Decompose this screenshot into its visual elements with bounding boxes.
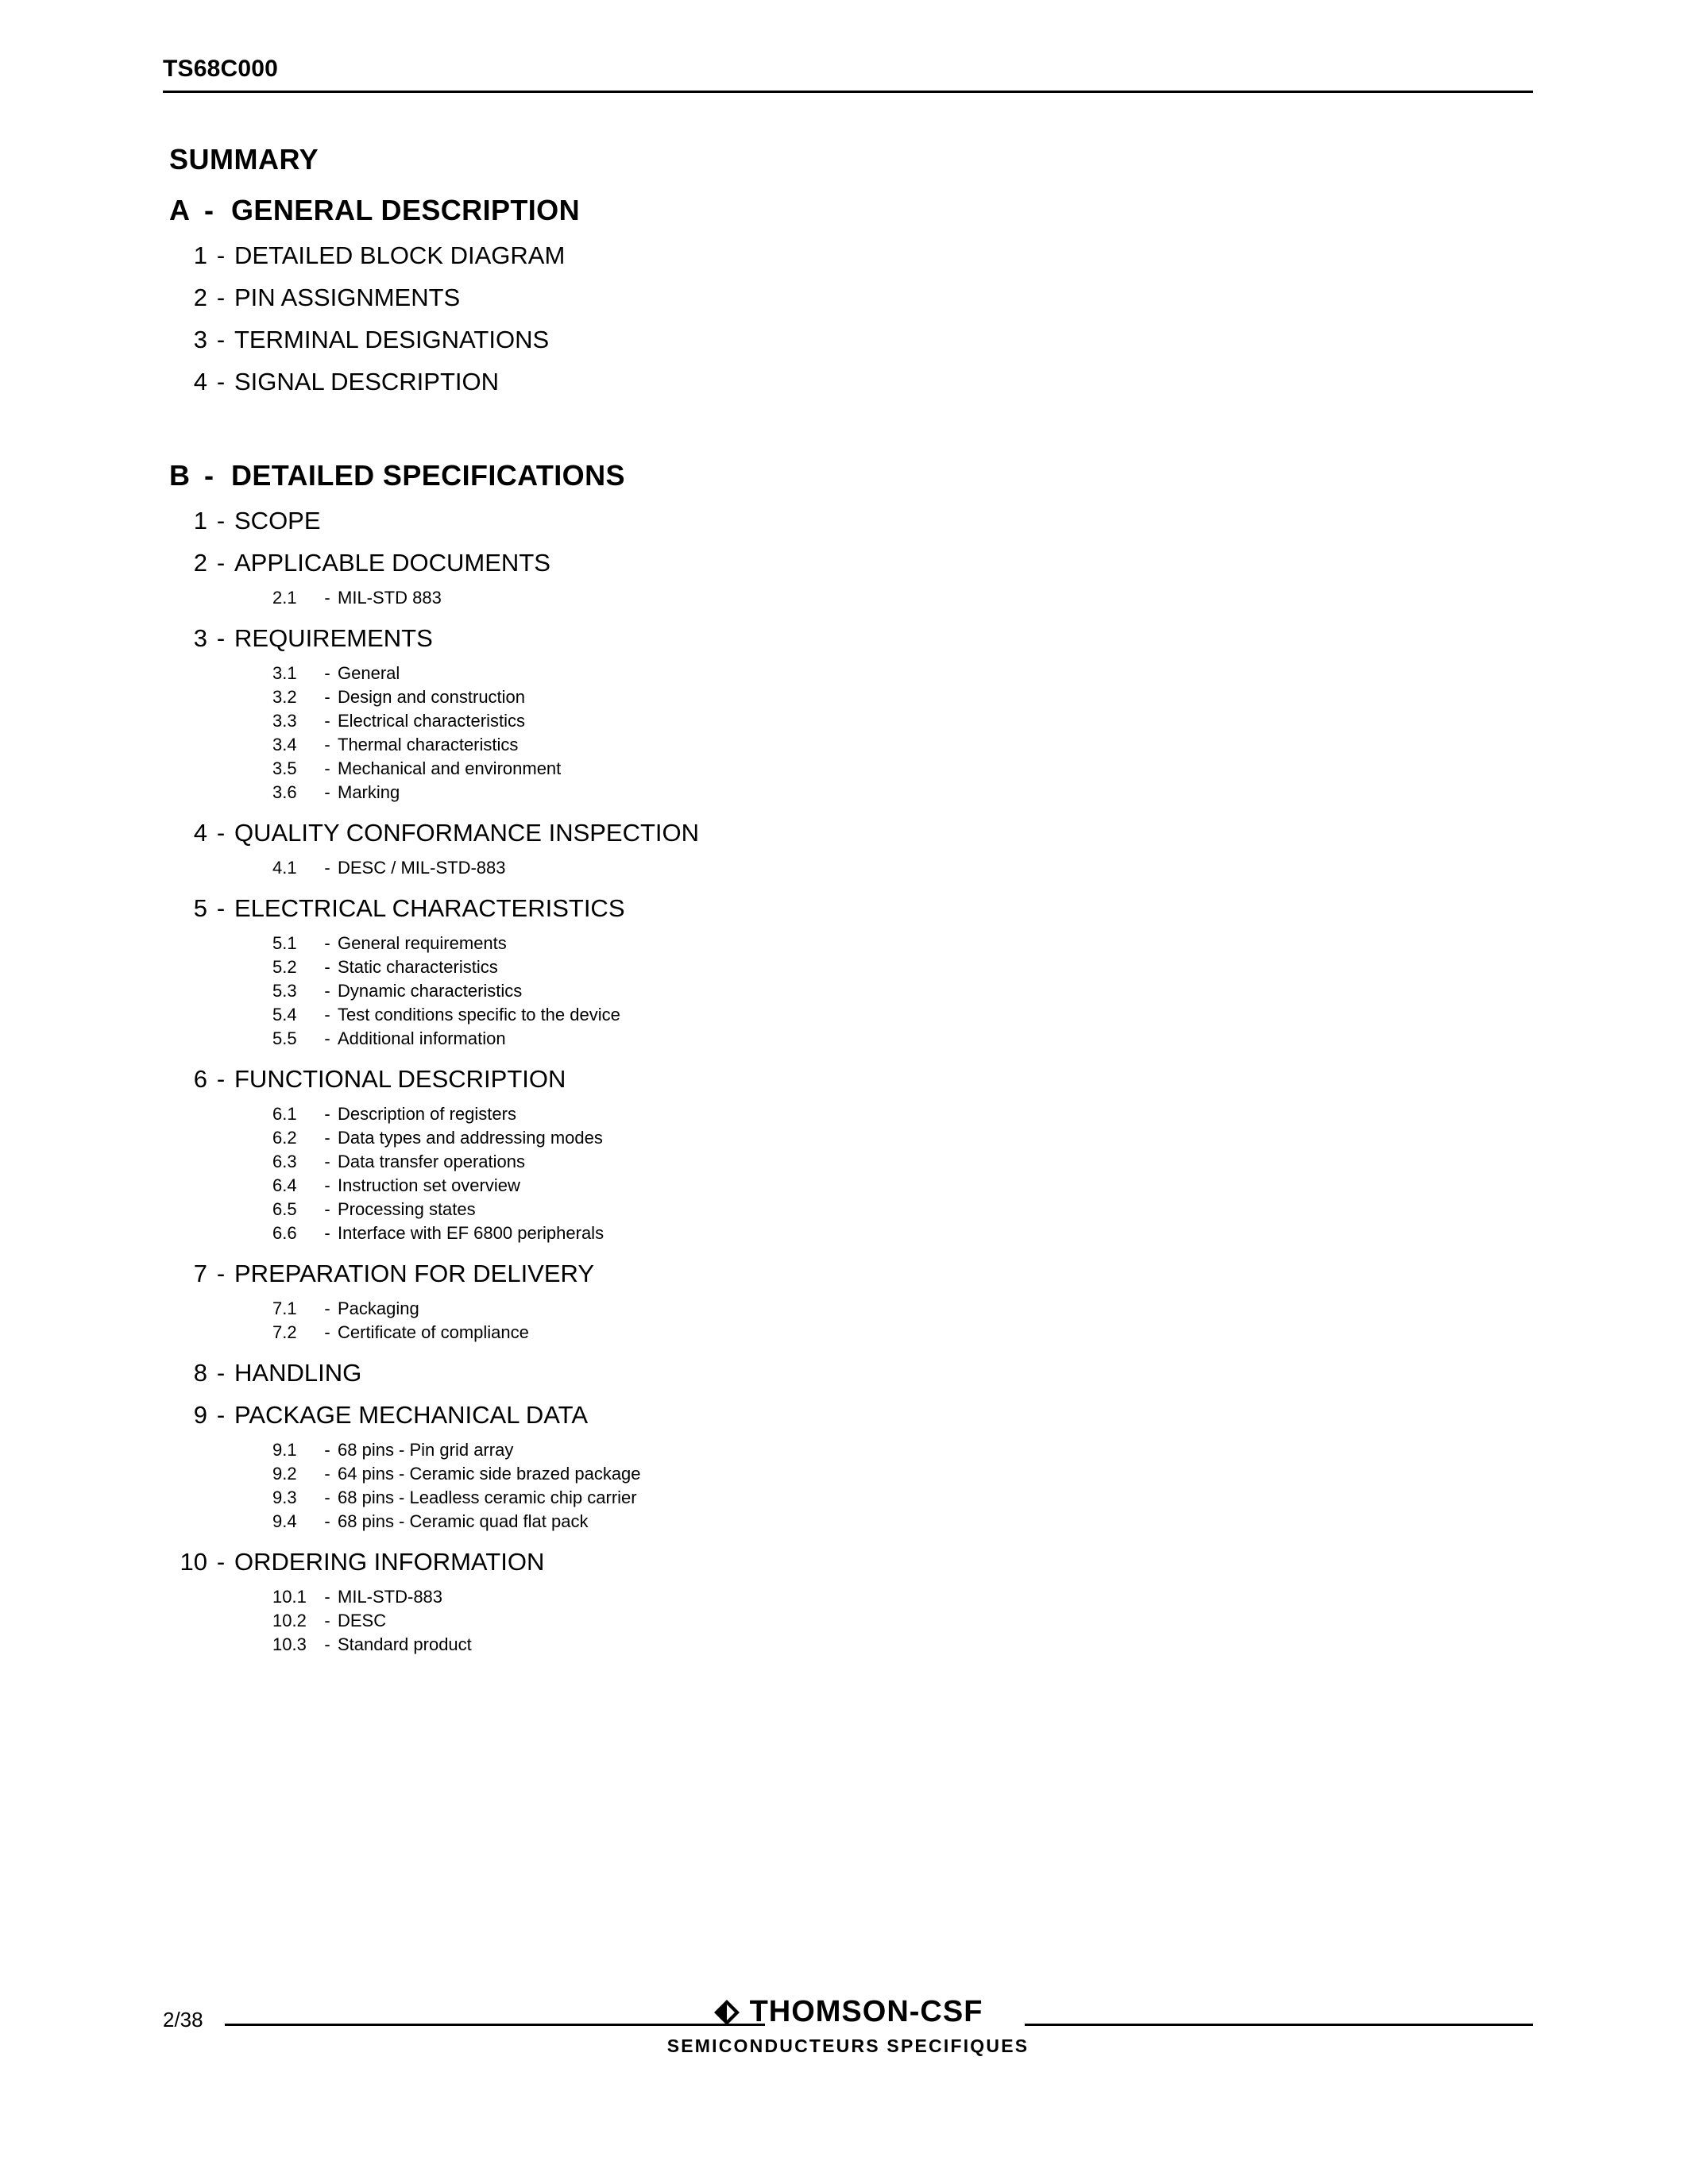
toc-sub-entry-label: Marking — [338, 782, 400, 802]
toc-sub-entry[interactable] — [169, 1609, 1533, 1633]
brand-name: THOMSON-CSF — [749, 1995, 983, 2028]
toc-sub-entry-dash: - — [324, 1005, 330, 1024]
toc-sub-entry[interactable] — [169, 781, 1533, 805]
toc-entry-dash: - — [216, 894, 226, 922]
toc-sub-entry[interactable] — [169, 1297, 1533, 1321]
part-number: TS68C000 — [163, 56, 279, 82]
toc-entry-number: 3 — [193, 326, 207, 353]
toc-entry-label: TERMINAL DESIGNATIONS — [234, 326, 550, 353]
toc-sub-entry[interactable] — [169, 1027, 1533, 1051]
document-footer — [163, 1995, 1533, 2066]
sections-container — [169, 194, 1533, 1657]
toc-entry[interactable] — [169, 1357, 1533, 1389]
toc-sub-entry-dash: - — [324, 1152, 330, 1171]
toc-sub-entry-number: 10.3 — [272, 1634, 307, 1654]
toc-sub-list — [169, 932, 1533, 1051]
toc-entry-number: 2 — [193, 284, 207, 311]
toc-entry-label: SCOPE — [234, 507, 321, 534]
toc-entry-number: 4 — [193, 368, 207, 396]
toc-sub-entry-dash: - — [324, 1634, 330, 1654]
section-spacer — [169, 408, 1533, 453]
toc-entry[interactable] — [169, 1258, 1533, 1290]
toc-sub-entry[interactable] — [169, 1585, 1533, 1609]
toc-sub-entry-number: 7.2 — [272, 1322, 297, 1342]
toc-sub-entry-number: 3.3 — [272, 711, 297, 731]
toc-sub-entry-dash: - — [324, 1587, 330, 1607]
toc-sub-entry-number: 9.2 — [272, 1464, 297, 1484]
toc-entry[interactable] — [169, 547, 1533, 579]
toc-sub-entry-number: 6.5 — [272, 1199, 297, 1219]
toc-sub-entry-number: 5.1 — [272, 933, 297, 953]
toc-sub-entry-dash: - — [324, 735, 330, 754]
toc-sub-list — [169, 856, 1533, 880]
toc-entry-dash: - — [216, 624, 226, 652]
toc-sub-entry-number: 10.2 — [272, 1611, 307, 1630]
toc-sub-entry[interactable] — [169, 1150, 1533, 1174]
toc-entry-dash: - — [216, 1548, 226, 1576]
toc-sub-entry[interactable] — [169, 586, 1533, 610]
toc-sub-entry-number: 2.1 — [272, 588, 297, 608]
toc-entry[interactable] — [169, 366, 1533, 398]
toc-sub-entry-label: Instruction set overview — [338, 1175, 520, 1195]
toc-entry-number: 4 — [193, 819, 207, 847]
toc-sub-entry[interactable] — [169, 1321, 1533, 1345]
toc-entry-dash: - — [216, 507, 226, 534]
section-dash: - — [204, 194, 214, 226]
toc-sub-entry-number: 6.3 — [272, 1152, 297, 1171]
toc-sub-entry-dash: - — [324, 1611, 330, 1630]
toc-sub-entry-dash: - — [324, 1104, 330, 1124]
toc-sub-list — [169, 1438, 1533, 1534]
toc-sub-entry[interactable] — [169, 1198, 1533, 1221]
toc-sub-entry-number: 3.6 — [272, 782, 297, 802]
toc-sub-entry-label: Mechanical and environment — [338, 758, 562, 778]
page-content — [163, 56, 1533, 1669]
toc-sub-entry-number: 6.6 — [272, 1223, 297, 1243]
toc-entry-number: 7 — [193, 1260, 207, 1287]
toc-sub-entry-label: Thermal characteristics — [338, 735, 519, 754]
toc-entry-number: 2 — [193, 549, 207, 577]
toc-sub-entry-number: 9.1 — [272, 1440, 297, 1460]
toc-sub-entry-dash: - — [324, 1199, 330, 1219]
toc-sub-entry[interactable] — [169, 1221, 1533, 1245]
toc-sub-entry-label: DESC — [338, 1611, 387, 1630]
toc-sub-entry-label: 68 pins - Pin grid array — [338, 1440, 514, 1460]
toc-sub-entry[interactable] — [169, 932, 1533, 955]
header-divider — [163, 91, 1533, 93]
toc-sub-entry[interactable] — [169, 1462, 1533, 1486]
toc-sub-entry[interactable] — [169, 1438, 1533, 1462]
toc-sub-entry-dash: - — [324, 957, 330, 977]
toc-sub-entry[interactable] — [169, 1633, 1533, 1657]
toc-sub-entry[interactable] — [169, 1102, 1533, 1126]
toc-sub-entry-number: 4.1 — [272, 858, 297, 878]
toc-sub-list — [169, 662, 1533, 805]
toc-sub-entry-label: Data transfer operations — [338, 1152, 526, 1171]
toc-sub-entry-label: Data types and addressing modes — [338, 1128, 603, 1148]
toc-sub-entry-dash: - — [324, 588, 330, 608]
toc-entry-label: QUALITY CONFORMANCE INSPECTION — [234, 819, 700, 847]
toc-entry-number: 8 — [193, 1359, 207, 1387]
toc-entry-number: 3 — [193, 624, 207, 652]
toc-sub-entry-number: 5.5 — [272, 1028, 297, 1048]
toc-entry-label: PREPARATION FOR DELIVERY — [234, 1260, 595, 1287]
toc-sub-entry[interactable] — [169, 757, 1533, 781]
toc-entry-number: 10 — [180, 1548, 207, 1576]
brand-name-row — [570, 1995, 1126, 2029]
summary-body — [163, 143, 1533, 1657]
toc-entry-label: REQUIREMENTS — [234, 624, 433, 652]
toc-sub-entry[interactable] — [169, 1486, 1533, 1510]
toc-sub-list — [169, 1102, 1533, 1245]
toc-entry-label: HANDLING — [234, 1359, 362, 1387]
toc-sub-entry-dash: - — [324, 858, 330, 878]
toc-sub-entry-number: 6.2 — [272, 1128, 297, 1148]
toc-entry[interactable] — [169, 505, 1533, 537]
toc-sub-entry-label: Interface with EF 6800 peripherals — [338, 1223, 605, 1243]
section-b — [169, 459, 1533, 1657]
toc-sub-entry[interactable] — [169, 1126, 1533, 1150]
toc-entry-dash: - — [216, 1260, 226, 1287]
toc-sub-entry[interactable] — [169, 1510, 1533, 1534]
toc-entry[interactable] — [169, 1063, 1533, 1095]
page-number: 2/38 — [163, 2008, 203, 2032]
toc-sub-entry[interactable] — [169, 856, 1533, 880]
toc-sub-entry-label: Electrical characteristics — [338, 711, 525, 731]
brand-block — [570, 1995, 1126, 2057]
toc-sub-entry-label: Static characteristics — [338, 957, 498, 977]
toc-entry-label: PACKAGE MECHANICAL DATA — [234, 1401, 588, 1429]
toc-sub-entry-dash: - — [324, 782, 330, 802]
toc-sub-entry-label: Standard product — [338, 1634, 472, 1654]
toc-sub-entry-dash: - — [324, 1175, 330, 1195]
toc-entry-label: SIGNAL DESCRIPTION — [234, 368, 500, 396]
toc-entry[interactable] — [169, 1546, 1533, 1578]
toc-sub-entry[interactable] — [169, 685, 1533, 709]
toc-sub-entry[interactable] — [169, 955, 1533, 979]
toc-sub-entry-dash: - — [324, 687, 330, 707]
toc-entry-number: 1 — [193, 241, 207, 269]
toc-sub-entry-dash: - — [324, 1440, 330, 1460]
toc-entry-dash: - — [216, 1065, 226, 1093]
toc-entry-label: ELECTRICAL CHARACTERISTICS — [234, 894, 625, 922]
toc-sub-entry-label: 68 pins - Ceramic quad flat pack — [338, 1511, 589, 1531]
toc-entry-dash: - — [216, 1359, 226, 1387]
toc-sub-entry-number: 3.4 — [272, 735, 297, 754]
toc-sub-entry-number: 6.1 — [272, 1104, 297, 1124]
toc-entry-dash: - — [216, 1401, 226, 1429]
toc-entry-dash: - — [216, 819, 226, 847]
toc-entry-label: PIN ASSIGNMENTS — [234, 284, 461, 311]
toc-sub-entry-dash: - — [324, 711, 330, 731]
toc-entry-label: FUNCTIONAL DESCRIPTION — [234, 1065, 566, 1093]
toc-sub-entry-dash: - — [324, 758, 330, 778]
toc-entry-number: 9 — [193, 1401, 207, 1429]
toc-sub-entry[interactable] — [169, 1003, 1533, 1027]
toc-sub-entry-label: Processing states — [338, 1199, 476, 1219]
toc-sub-entry-number: 5.2 — [272, 957, 297, 977]
document-header — [163, 56, 1533, 97]
toc-entry[interactable] — [169, 623, 1533, 654]
thomson-diamond-logo-icon — [713, 1999, 740, 2026]
toc-entry[interactable] — [169, 893, 1533, 924]
toc-sub-entry-label: MIL-STD-883 — [338, 1587, 443, 1607]
toc-sub-entry-number: 10.1 — [272, 1587, 307, 1607]
toc-sub-entry-number: 3.2 — [272, 687, 297, 707]
toc-sub-entry-label: DESC / MIL-STD-883 — [338, 858, 506, 878]
toc-sub-entry-number: 5.4 — [272, 1005, 297, 1024]
toc-sub-entry-number: 5.3 — [272, 981, 297, 1001]
toc-entry-label: APPLICABLE DOCUMENTS — [234, 549, 550, 577]
toc-entry[interactable] — [169, 240, 1533, 272]
toc-sub-entry-number: 3.1 — [272, 663, 297, 683]
toc-sub-entry[interactable] — [169, 1174, 1533, 1198]
toc-entry[interactable] — [169, 282, 1533, 314]
toc-sub-entry-dash: - — [324, 1128, 330, 1148]
section-dash: - — [204, 459, 214, 492]
toc-sub-entry-label: MIL-STD 883 — [338, 588, 442, 608]
toc-sub-entry-dash: - — [324, 663, 330, 683]
toc-entry-dash: - — [216, 326, 226, 353]
toc-sub-entry-dash: - — [324, 933, 330, 953]
toc-sub-entry-dash: - — [324, 1322, 330, 1342]
toc-entry[interactable] — [169, 324, 1533, 356]
section-heading — [169, 459, 1533, 492]
toc-entry-number: 6 — [193, 1065, 207, 1093]
toc-sub-entry-label: 64 pins - Ceramic side brazed package — [338, 1464, 641, 1484]
page-title: SUMMARY — [169, 143, 319, 176]
toc-sub-entry-label: Certificate of compliance — [338, 1322, 529, 1342]
toc-sub-list — [169, 1585, 1533, 1657]
toc-entry-dash: - — [216, 284, 226, 311]
toc-sub-entry[interactable] — [169, 709, 1533, 733]
toc-sub-entry-number: 9.3 — [272, 1488, 297, 1507]
toc-entry-dash: - — [216, 549, 226, 577]
toc-entry[interactable] — [169, 817, 1533, 849]
toc-entry-dash: - — [216, 368, 226, 396]
toc-sub-entry-label: Design and construction — [338, 687, 526, 707]
toc-sub-entry-dash: - — [324, 1028, 330, 1048]
toc-sub-entry-dash: - — [324, 1488, 330, 1507]
toc-entry-label: DETAILED BLOCK DIAGRAM — [234, 241, 566, 269]
toc-entry-number: 1 — [193, 507, 207, 534]
toc-sub-entry-label: Description of registers — [338, 1104, 516, 1124]
toc-sub-entry-dash: - — [324, 1223, 330, 1243]
toc-sub-entry-label: Dynamic characteristics — [338, 981, 523, 1001]
toc-entry-label: ORDERING INFORMATION — [234, 1548, 545, 1576]
toc-sub-entry-dash: - — [324, 1464, 330, 1484]
toc-sub-entry-number: 9.4 — [272, 1511, 297, 1531]
toc-entry-dash: - — [216, 241, 226, 269]
toc-sub-entry-number: 7.1 — [272, 1298, 297, 1318]
toc-entry[interactable] — [169, 1399, 1533, 1431]
toc-entry-number: 5 — [193, 894, 207, 922]
section-heading — [169, 194, 1533, 227]
toc-sub-entry-number: 6.4 — [272, 1175, 297, 1195]
toc-sub-entry[interactable] — [169, 733, 1533, 757]
toc-sub-entry-label: General — [338, 663, 400, 683]
toc-sub-entry-dash: - — [324, 1298, 330, 1318]
section-title: GENERAL DESCRIPTION — [231, 194, 580, 226]
toc-sub-entry-number: 3.5 — [272, 758, 297, 778]
brand-tagline: SEMICONDUCTEURS SPECIFIQUES — [666, 2035, 1029, 2056]
toc-sub-entry-dash: - — [324, 1511, 330, 1531]
toc-sub-list — [169, 1297, 1533, 1345]
toc-sub-entry-label: Packaging — [338, 1298, 419, 1318]
toc-sub-list — [169, 586, 1533, 610]
section-letter: A — [169, 194, 191, 226]
toc-sub-entry-label: General requirements — [338, 933, 507, 953]
toc-sub-entry-label: Additional information — [338, 1028, 506, 1048]
toc-sub-entry-label: Test conditions specific to the device — [338, 1005, 620, 1024]
section-a — [169, 194, 1533, 398]
section-title: DETAILED SPECIFICATIONS — [231, 459, 625, 492]
toc-sub-entry-label: 68 pins - Leadless ceramic chip carrier — [338, 1488, 637, 1507]
toc-sub-entry[interactable] — [169, 662, 1533, 685]
section-letter: B — [169, 459, 191, 492]
toc-sub-entry[interactable] — [169, 979, 1533, 1003]
toc-sub-entry-dash: - — [324, 981, 330, 1001]
